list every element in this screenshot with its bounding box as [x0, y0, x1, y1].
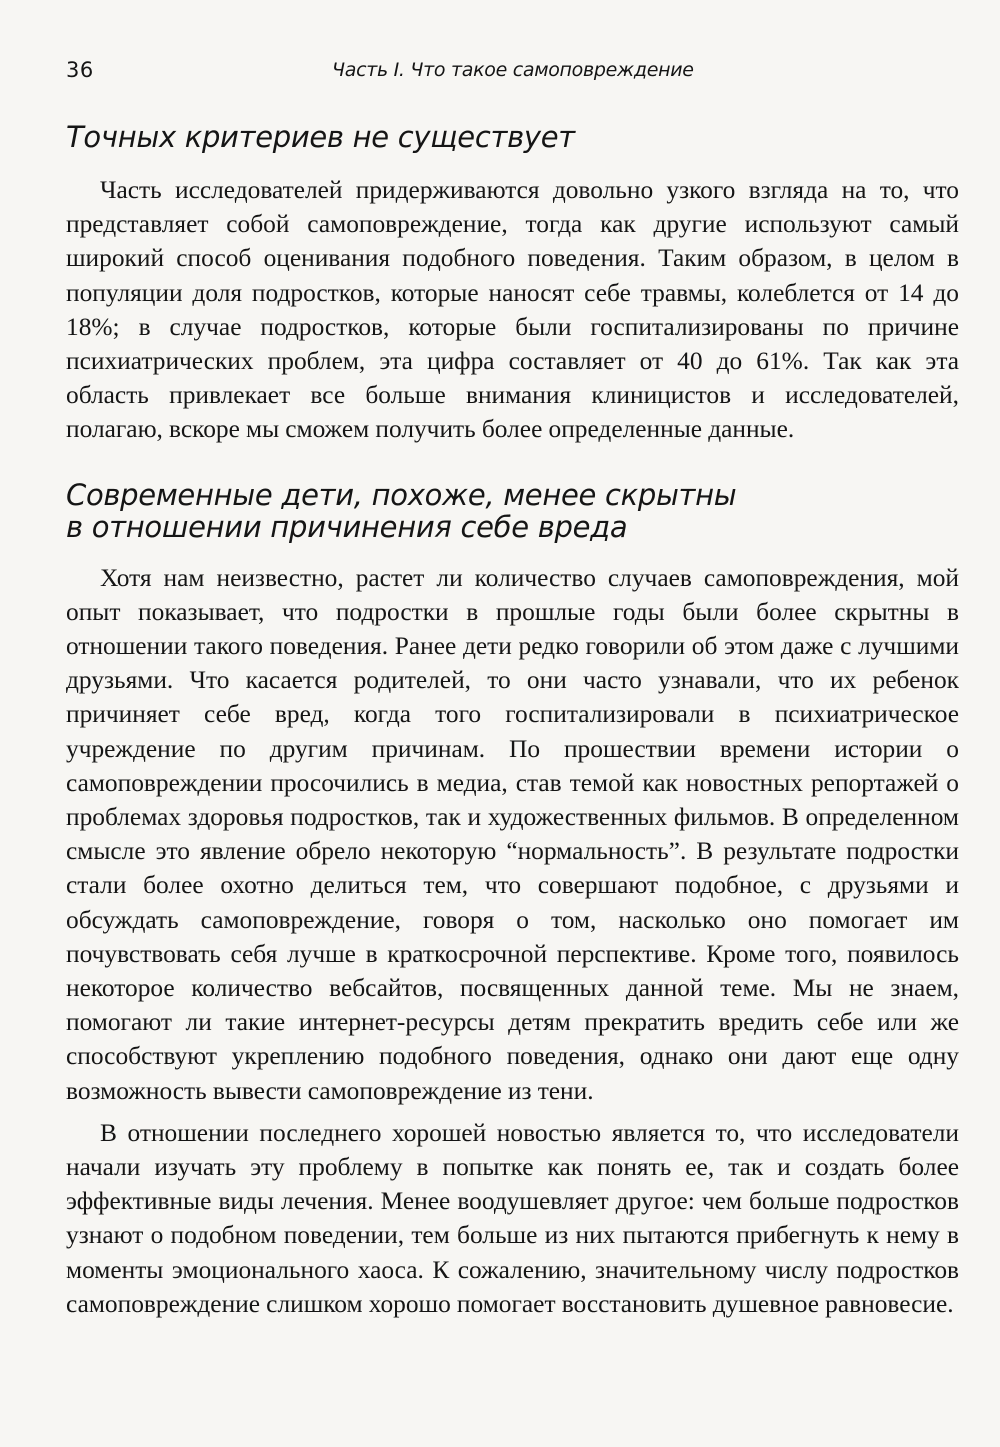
paragraph-research-news: В отношении последнего хорошей новостью является то, что исследователи начали изучать эту проблему в попытке как понять ее, так и создать более эффективные виды лечения. Менее воодушевляет другое: чем больше подростков узнают о подобном поведении, тем больше из них пытаются прибегнуть к нему в моменты эмоционального хаоса. К сожалению, значительному числу подростков самоповреждение слишком хорошо помогает восстановить душевное равновесие.	[66, 1118, 959, 1318]
page-number: 36	[66, 58, 94, 82]
running-title: Часть I. Что такое самоповреждение	[332, 59, 694, 81]
heading-line-2: в отношении причинения себе вреда	[66, 509, 628, 544]
paragraph-secrecy: Хотя нам неизвестно, растет ли количество случаев самоповреждения, мой опыт показывает, что подростки в прошлые годы были более скрытны в отношении такого поведения. Ранее дети редко говорили об этом даже с лучшими друзьями. Что касается родителей, то они часто узнавали, что их ребенок причиняет себе вред, когда того госпитализировали в психиатрическое учреждение по другим причинам. По прошествии времени истории о самоповреждении просочились в медиа, став темой как новостных репортажей о проблемах здоровья подростков, так и художественных фильмов. В определенном смысле это явление обрело некоторую “нормальность”. В результате подростки стали более охотно делиться тем, что совершают подобное, с друзьями и обсуждать самоповреждение, говоря о том, насколько оно помогает им почувствовать себя лучше в краткосрочной перспективе. Кроме того, появилось некоторое количество вебсайтов, посвященных данной теме. Мы не знаем, помогают ли такие интернет-ресурсы детям прекратить вредить себе или же способствуют укреплению подобного поведения, однако они дают еще одну возможность вывести самоповреждение из тени.	[66, 563, 959, 1105]
section-heading-modern-children	[66, 479, 959, 543]
heading-line-1: Современные дети, похоже, менее скрытны	[66, 477, 737, 512]
paragraph-criteria: Часть исследователей придерживаются довольно узкого взгляда на то, что представляет собой самоповреждение, тогда как другие используют самый широкий способ оценивания подобного поведения. Таким образом, в целом в популяции доля подростков, которые наносят себе травмы, колеблется от 14 до 18%; в случае подростков, которые были госпитализированы по причине психиатрических проблем, эта цифра составляет от 40 до 61%. Так как эта область привлекает все больше внимания клиницистов и исследователей, полагаю, вскоре мы сможем получить более определенные данные.	[66, 176, 959, 444]
running-header	[66, 40, 959, 80]
book-page	[66, 40, 959, 1321]
section-heading-criteria: Точных критериев не существует	[66, 120, 575, 154]
